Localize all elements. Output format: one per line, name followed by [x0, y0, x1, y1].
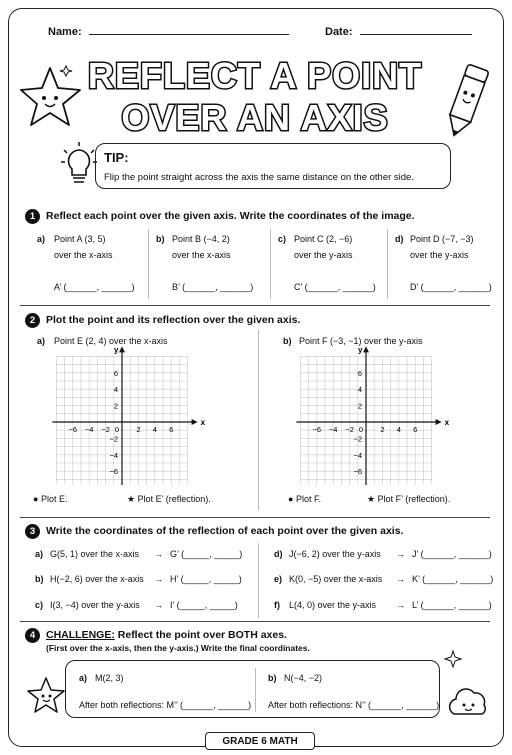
y-axis-arrow — [363, 346, 369, 352]
challenge-title: Reflect the point over BOTH axes. — [117, 629, 287, 641]
arrow-icon: → — [396, 549, 405, 559]
x-axis-arrow — [436, 419, 442, 425]
problem-text: Point F (−3, −1) over the y-axis — [299, 336, 423, 346]
pencil-mascot-icon — [440, 60, 495, 140]
item-label: a) — [37, 336, 46, 346]
item-label: f) — [274, 600, 280, 610]
y-tick-label: 2 — [113, 401, 118, 411]
item-label: c) — [278, 234, 287, 244]
lightbulb-icon — [60, 140, 98, 190]
x-tick-label: −4 — [328, 425, 338, 434]
tip-text: Flip the point straight across the axis the same distance on the other side. — [104, 172, 414, 183]
section-4-subtitle: (First over the x-axis, then the y-axis.) Write the final coordinates. — [46, 643, 310, 653]
section-1-number: 1 — [25, 209, 40, 224]
y-tick-label: 2 — [357, 401, 362, 411]
x-tick-label: 0 — [358, 425, 364, 434]
answer-blank-j-prime[interactable]: J’ (______, ______) — [412, 549, 492, 559]
item-label: d) — [274, 549, 283, 559]
y-tick-label: 4 — [113, 385, 118, 395]
problem-text: J(−6, 2) over the y-axis — [289, 549, 381, 559]
y-tick-label: −6 — [353, 467, 362, 477]
item-label: b) — [283, 336, 292, 346]
problem-text: I(3, −4) over the y-axis — [50, 600, 140, 610]
answer-blank-c-prime[interactable]: C’ (______, ______) — [294, 282, 376, 292]
page-title — [70, 48, 440, 138]
problem-axis: over the x-axis — [54, 250, 113, 260]
problem-text: Point A (3, 5) — [54, 234, 106, 244]
column-divider — [258, 330, 259, 510]
x-axis-arrow — [192, 419, 198, 425]
y-tick-label: −6 — [109, 467, 118, 477]
x-axis-label: x — [444, 418, 450, 427]
column-divider — [258, 543, 259, 618]
coordinate-grid-b[interactable] — [276, 345, 466, 485]
section-2-title: Plot the point and its reflection over the given axis. — [46, 314, 301, 326]
section-1-title: Reflect each point over the given axis. Write the coordinates of the image. — [46, 210, 415, 222]
answer-blank-b-prime[interactable]: B’ (______, ______) — [172, 282, 254, 292]
problem-text: Point E (2, 4) over the x-axis — [54, 336, 168, 346]
plot-reflection-instruction: ★ Plot E’ (reflection). — [127, 494, 211, 504]
sparkle-icon — [444, 650, 462, 668]
column-divider — [255, 668, 256, 712]
x-tick-label: −6 — [312, 425, 322, 434]
arrow-icon: → — [396, 600, 405, 610]
problem-text: Point D (−7, −3) — [410, 234, 474, 244]
answer-blank-h-prime[interactable]: H’ (_____, _____) — [170, 574, 242, 584]
problem-text: Point C (2, −6) — [294, 234, 353, 244]
y-axis-label: y — [358, 345, 363, 355]
y-axis-label: y — [114, 345, 119, 355]
problem-text: N(−4, −2) — [284, 673, 323, 683]
problem-text: L(4, 0) over the y-axis — [289, 600, 377, 610]
name-label: Name: — [48, 26, 82, 38]
y-tick-label: −2 — [109, 434, 118, 444]
y-tick-label: 6 — [113, 368, 118, 378]
cloud-mascot-icon — [444, 680, 492, 722]
arrow-icon: → — [396, 574, 405, 584]
date-label: Date: — [325, 26, 353, 38]
coordinate-grid-a[interactable] — [32, 345, 222, 485]
section-3-title: Write the coordinates of the reflection of each point over the given axis. — [46, 525, 404, 537]
answer-blank-m-double-prime[interactable]: After both reflections: M’’ (______, ______) — [79, 700, 252, 710]
plot-reflection-instruction: ★ Plot F’ (reflection). — [367, 494, 451, 504]
section-divider — [20, 621, 490, 622]
x-tick-label: 6 — [413, 425, 418, 434]
x-tick-label: −6 — [68, 425, 78, 434]
x-axis-label: x — [200, 418, 206, 427]
column-divider — [270, 229, 271, 299]
column-divider — [148, 229, 149, 299]
x-tick-label: 4 — [152, 425, 157, 434]
shooting-star-icon — [24, 672, 69, 720]
problem-text: Point B (−4, 2) — [172, 234, 230, 244]
item-label: e) — [274, 574, 283, 584]
x-tick-label: −2 — [345, 425, 354, 434]
problem-text: M(2, 3) — [95, 673, 124, 683]
section-3-number: 3 — [25, 524, 40, 539]
answer-blank-a-prime[interactable]: A’ (______, ______) — [54, 282, 135, 292]
section-4-title — [46, 629, 287, 641]
y-tick-label: 4 — [357, 385, 362, 395]
item-label: a) — [37, 234, 46, 244]
problem-text: K(0, −5) over the x-axis — [289, 574, 383, 584]
problem-axis: over the y-axis — [294, 250, 353, 260]
name-line[interactable] — [89, 25, 289, 35]
arrow-icon: → — [154, 600, 163, 610]
item-label: b) — [156, 234, 165, 244]
section-2-number: 2 — [25, 313, 40, 328]
item-label: a) — [35, 549, 44, 559]
y-tick-label: −4 — [353, 450, 362, 460]
title-line-1: REFLECT A POINT — [87, 55, 423, 96]
plot-point-instruction: ● Plot F. — [288, 494, 321, 504]
x-tick-label: −2 — [101, 425, 110, 434]
answer-blank-g-prime[interactable]: G’ (_____, _____) — [170, 549, 243, 559]
item-label: a) — [79, 673, 88, 683]
problem-text: H(−2, 6) over the x-axis — [50, 574, 144, 584]
challenge-label: CHALLENGE: — [46, 629, 115, 641]
plot-point-instruction: ● Plot E. — [33, 494, 68, 504]
date-line[interactable] — [360, 25, 472, 35]
section-4-number: 4 — [25, 628, 40, 643]
y-tick-label: −4 — [109, 450, 118, 460]
item-label: b) — [35, 574, 44, 584]
arrow-icon: → — [154, 549, 163, 559]
item-label: d) — [395, 234, 404, 244]
problem-text: G(5, 1) over the x-axis — [50, 549, 140, 559]
x-tick-label: 6 — [169, 425, 174, 434]
x-tick-label: −4 — [84, 425, 94, 434]
y-axis-arrow — [119, 346, 125, 352]
column-divider — [387, 229, 388, 299]
date-field[interactable] — [325, 25, 472, 38]
answer-blank-d-prime[interactable]: D’ (______, ______) — [410, 282, 492, 292]
problem-axis: over the x-axis — [172, 250, 231, 260]
grade-label: GRADE 6 MATH — [205, 732, 315, 750]
item-label: b) — [268, 673, 277, 683]
star-mascot-icon — [20, 60, 82, 130]
answer-blank-n-double-prime[interactable]: After both reflections: N’’ (______, ______) — [268, 700, 440, 710]
y-tick-label: 6 — [357, 368, 362, 378]
title-line-2: OVER AN AXIS — [121, 97, 389, 138]
name-field[interactable] — [48, 25, 289, 38]
problem-axis: over the y-axis — [410, 250, 469, 260]
answer-blank-l-prime[interactable]: L’ (______, ______) — [412, 600, 492, 610]
tip-title: TIP: — [104, 150, 129, 165]
x-tick-label: 0 — [114, 425, 120, 434]
arrow-icon: → — [154, 574, 163, 584]
item-label: c) — [35, 600, 44, 610]
x-tick-label: 2 — [380, 425, 385, 434]
x-tick-label: 4 — [396, 425, 401, 434]
answer-blank-k-prime[interactable]: K’ (______, ______) — [412, 574, 494, 584]
y-tick-label: −2 — [353, 434, 362, 444]
section-divider — [20, 305, 490, 306]
answer-blank-i-prime[interactable]: I’ (_____, _____) — [170, 600, 238, 610]
section-divider — [20, 517, 490, 518]
x-tick-label: 2 — [136, 425, 141, 434]
